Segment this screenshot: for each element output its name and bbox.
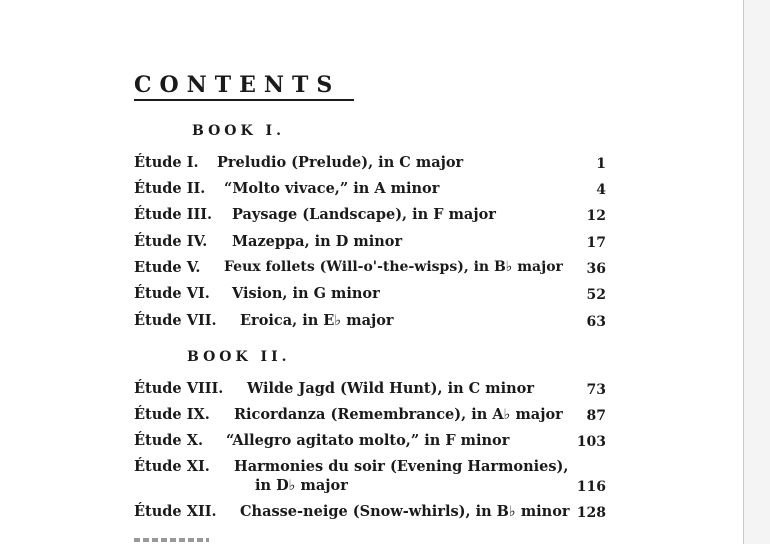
page-edge (743, 0, 744, 544)
toc-entry (134, 458, 606, 498)
book-heading-2: BOOK II. (187, 349, 291, 365)
title-underline (134, 99, 354, 101)
etude-title: “Allegro agitato molto,” in F minor (226, 432, 510, 449)
page-number: 36 (586, 261, 606, 277)
etude-title: Mazeppa, in D minor (232, 233, 403, 250)
etude-title: Chasse-neige (Snow-whirls), in B♭ minor (240, 503, 570, 520)
etude-label: Étude II. (134, 180, 206, 197)
etude-title: Feux follets (Will-o'-the-wisps), in B♭ major (224, 259, 563, 275)
toc-entry (134, 432, 606, 452)
etude-title: Ricordanza (Remembrance), in A♭ major (234, 406, 563, 423)
book-heading-1: BOOK I. (192, 123, 285, 139)
etude-title: Harmonies du soir (Evening Harmonies), (234, 458, 569, 475)
page-number: 128 (576, 505, 606, 521)
page-number: 4 (596, 182, 606, 198)
footer-print-mark (134, 538, 209, 542)
toc-entry (134, 406, 606, 426)
page-number: 103 (576, 434, 606, 450)
etude-label: Étude X. (134, 432, 204, 449)
etude-label: Étude VIII. (134, 380, 224, 397)
toc-entry (134, 206, 606, 226)
etude-label: Étude IX. (134, 406, 210, 423)
page-number: 52 (586, 287, 606, 303)
page-number: 63 (586, 314, 606, 330)
etude-title: Paysage (Landscape), in F major (232, 206, 496, 223)
etude-title-continuation: in D♭ major (255, 477, 348, 494)
etude-label: Étude XII. (134, 503, 217, 520)
toc-entry (134, 380, 606, 400)
etude-label: Étude VI. (134, 285, 210, 302)
page-number: 12 (586, 208, 606, 224)
page-title: CONTENTS (134, 72, 341, 98)
etude-title: Preludio (Prelude), in C major (217, 154, 464, 171)
etude-label: Étude XI. (134, 458, 210, 475)
etude-title: Vision, in G minor (232, 285, 380, 302)
toc-entry (134, 233, 606, 253)
toc-entry (134, 285, 606, 305)
toc-entry (134, 312, 606, 332)
toc-entry (134, 259, 606, 279)
etude-label: Étude VII. (134, 312, 217, 329)
etude-title: “Molto vivace,” in A minor (224, 180, 440, 197)
page-number: 17 (586, 235, 606, 251)
toc-entry (134, 180, 606, 200)
etude-label: Étude I. (134, 154, 199, 171)
etude-label: Étude III. (134, 206, 213, 223)
toc-entry (134, 154, 606, 174)
etude-label: Etude V. (134, 259, 201, 276)
page-number: 1 (596, 156, 606, 172)
page-margin (744, 0, 770, 544)
page-number: 73 (586, 382, 606, 398)
toc-entry (134, 503, 606, 523)
page-number: 87 (586, 408, 606, 424)
etude-label: Étude IV. (134, 233, 208, 250)
page-number: 116 (576, 479, 606, 495)
etude-title: Eroica, in E♭ major (240, 312, 394, 329)
etude-title: Wilde Jagd (Wild Hunt), in C minor (247, 380, 534, 397)
